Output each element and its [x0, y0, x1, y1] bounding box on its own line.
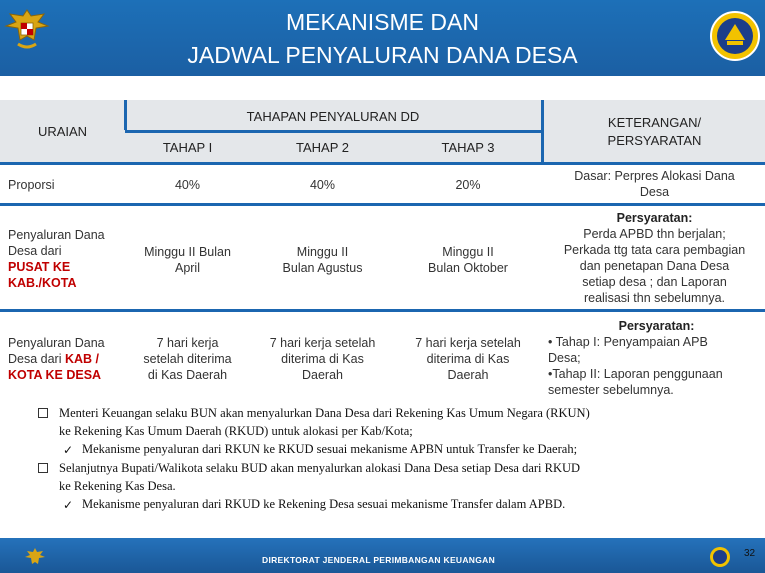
checkbox-bullet-icon: [38, 408, 48, 418]
row-pusat-keterangan: [544, 210, 765, 306]
ministry-of-finance-emblem-icon: [709, 10, 761, 62]
row-pusat-tahap3: [395, 244, 541, 276]
tahap-line: setelah diterima: [143, 352, 232, 366]
row-proporsi-tahap3: 20%: [455, 178, 481, 192]
divider: [0, 309, 765, 312]
row-proporsi-keterangan: [544, 168, 765, 200]
keterangan-line: • Tahap I: Penyampaian APB: [548, 335, 708, 349]
footer-text: DIREKTORAT JENDERAL PERIMBANGAN KEUANGAN: [262, 555, 496, 565]
tahap-line: Bulan Oktober: [428, 261, 508, 275]
keterangan-line: setiap desa ; dan Laporan: [582, 275, 727, 289]
tahap-line: Daerah: [447, 368, 489, 382]
page-title: [0, 6, 765, 72]
page-title-line1: MEKANISME DAN: [286, 9, 479, 35]
uraian-line: [8, 351, 123, 367]
row-kota-uraian: [8, 335, 123, 383]
row-kota-tahap3: [395, 335, 541, 383]
uraian-highlight: KAB /: [64, 352, 100, 366]
tahap-line: Minggu II: [296, 245, 349, 259]
row-pusat-uraian: [8, 227, 123, 291]
row-kota-tahap1: [125, 335, 250, 383]
tahap-line: diterima di Kas: [281, 352, 364, 366]
header-tahap2: TAHAP 2: [296, 140, 349, 155]
note-sub-2: Mekanisme penyaluran dari RKUD ke Rekening Desa sesuai mekanisme Transfer dalam APBD.: [82, 497, 566, 511]
page-number: 32: [744, 548, 756, 559]
uraian-highlight: PUSAT KE: [8, 260, 71, 274]
row-proporsi-tahap2: 40%: [309, 178, 336, 192]
tahap-line: diterima di Kas: [426, 352, 510, 366]
checkbox-bullet-icon: [38, 463, 48, 473]
tahap-line: 7 hari kerja: [156, 336, 219, 350]
row-proporsi-uraian: Proporsi: [8, 178, 55, 192]
keterangan-line: •Tahap II: Laporan penggunaan: [548, 367, 723, 381]
header-tahap1: TAHAP I: [162, 140, 213, 155]
note-item-1: [59, 404, 759, 440]
row-kota-keterangan: [548, 318, 765, 398]
keterangan-line: Perkada ttg tata cara pembagian: [563, 243, 746, 257]
uraian-line: Desa dari: [8, 244, 62, 258]
tahap-line: 7 hari kerja setelah: [415, 336, 521, 350]
divider: [0, 162, 765, 165]
header-keterangan-line2: PERSYARATAN: [607, 133, 702, 148]
tahap-line: 7 hari kerja setelah: [269, 336, 376, 350]
row-pusat-tahap2: [250, 244, 395, 276]
notes-section: [0, 404, 765, 534]
note-item-2: [59, 459, 759, 495]
divider: [0, 203, 765, 206]
keterangan-title: Persyaratan:: [618, 319, 695, 333]
keterangan-line: Perda APBD thn berjalan;: [583, 227, 726, 241]
divider: [125, 130, 541, 133]
uraian-text: Desa dari: [8, 352, 65, 366]
header-tahap3: TAHAP 3: [441, 140, 495, 155]
footer-bar: [0, 538, 765, 573]
note-line: ke Rekening Kas Desa.: [59, 479, 176, 493]
keterangan-line: Dasar: Perpres Alokasi Dana: [574, 169, 735, 183]
uraian-line: Penyaluran Dana: [8, 228, 105, 242]
tahap-line: Minggu II: [442, 245, 494, 259]
row-proporsi-tahap1: 40%: [174, 178, 201, 192]
garuda-emblem-icon: [24, 546, 46, 568]
header-tahapan: TAHAPAN PENYALURAN DD: [246, 109, 420, 124]
header-keterangan: [544, 114, 765, 150]
note-sub-1: Mekanisme penyaluran dari RKUN ke RKUD sesuai mekanisme APBN untuk Transfer ke Daerah;: [82, 442, 578, 456]
checkmark-icon: ✓: [63, 443, 74, 457]
keterangan-line: Desa;: [548, 351, 581, 365]
header-keterangan-line1: KETERANGAN/: [607, 115, 702, 130]
header-uraian: URAIAN: [37, 124, 88, 139]
tahap-line: Bulan Agustus: [282, 261, 363, 275]
uraian-highlight: KAB./KOTA: [8, 276, 77, 290]
keterangan-line: dan penetapan Dana Desa: [579, 259, 730, 273]
schedule-table: [0, 100, 765, 406]
uraian-highlight: KOTA KE DESA: [8, 368, 102, 382]
row-kota-tahap2: [250, 335, 395, 383]
tahap-line: April: [174, 261, 200, 275]
note-line: Menteri Keuangan selaku BUN akan menyalurkan Dana Desa dari Rekening Kas Umum Negara (RKUN): [59, 406, 590, 420]
note-line: ke Rekening Kas Umum Daerah (RKUD) untuk alokasi per Kab/Kota;: [59, 424, 413, 438]
row-pusat-tahap1: [125, 244, 250, 276]
ministry-of-finance-emblem-icon: [709, 546, 731, 568]
tahap-line: di Kas Daerah: [147, 368, 228, 382]
keterangan-line: realisasi thn sebelumnya.: [583, 291, 726, 305]
tahap-line: Daerah: [302, 368, 343, 382]
keterangan-line: Desa: [639, 185, 670, 199]
keterangan-line: semester sebelumnya.: [548, 383, 674, 397]
page-title-line2: JADWAL PENYALURAN DANA DESA: [187, 42, 578, 68]
keterangan-title: Persyaratan:: [616, 211, 693, 225]
checkmark-icon: ✓: [63, 498, 74, 512]
tahap-line: Minggu II Bulan: [144, 245, 231, 259]
uraian-line: Penyaluran Dana: [8, 336, 105, 350]
note-line: Selanjutnya Bupati/Walikota selaku BUD akan menyalurkan alokasi Dana Desa setiap Desa dari RKUD: [59, 461, 581, 475]
